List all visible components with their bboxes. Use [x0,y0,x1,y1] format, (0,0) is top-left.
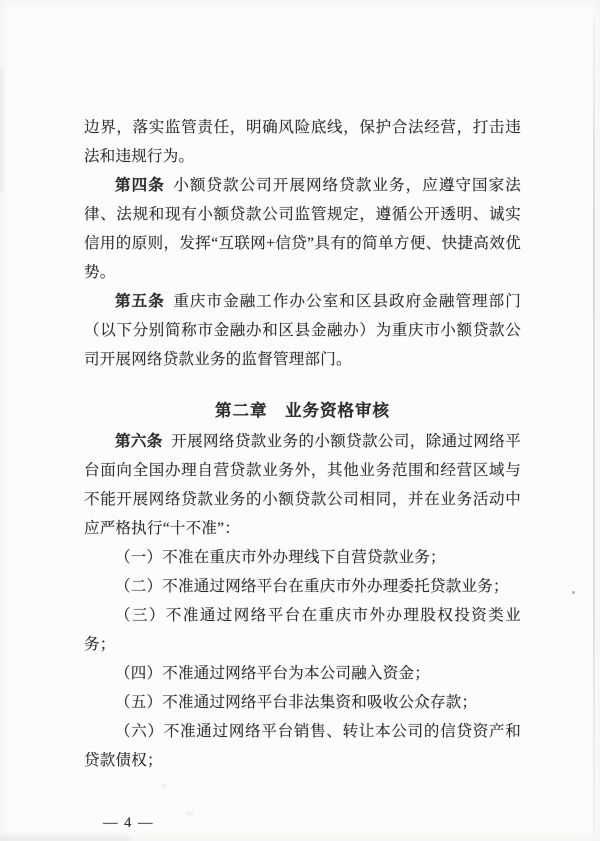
prohibition-item-1: （一）不准在重庆市外办理线下自营贷款业务； [115,549,446,566]
article-4-paragraph [84,171,521,287]
chapter-heading: 第二章 业务资格审核 [215,401,390,420]
scan-speck [186,812,194,815]
prohibition-item-3: （三）不准通过网络平台在重庆市外办理股权投资类业务； [84,607,521,653]
article-5-label: 第五条 [115,293,165,310]
document-text-block [84,113,521,838]
scan-speck [161,784,166,787]
right-edge-scan-line [593,18,595,833]
prohibition-item-2: （二）不准通过网络平台在重庆市外办理委托贷款业务； [115,578,509,595]
bottom-edge-scan-shadow [0,836,130,841]
prohibition-item-6: （六）不准通过网络平台销售、转让本公司的信贷资产和贷款债权； [84,723,521,769]
continuation-paragraph: 边界，落实监管责任，明确风险底线，保护合法经营，打击违法和违规行为。 [84,119,521,165]
article-6-label: 第六条 [115,433,163,450]
article-5-paragraph [84,287,521,374]
article-5-text: 重庆市金融工作办公室和区县政府金融管理部门（以下分别简称市金融办和区县金融办）为重庆市小额贷款公司开展网络贷款业务的监督管理部门。 [84,293,521,368]
prohibition-item-5: （五）不准通过网络平台非法集资和吸收公众存款； [115,694,478,711]
article-4-text: 小额贷款公司开展网络贷款业务，应遵守国家法律、法规和现有小额贷款公司监管规定，遵循公开透明、诚实信用的原则，发挥“互联网+信贷”具有的简单方便、快捷高效优势。 [84,177,521,281]
prohibition-item-4: （四）不准通过网络平台为本公司融入资金； [115,665,431,682]
article-4-label: 第四条 [115,177,165,194]
page-number: — 4 — [103,815,154,831]
left-edge-scan-shadow [0,68,3,193]
article-6-paragraph [84,427,521,543]
scan-speck [572,591,575,594]
article-6-text: 开展网络贷款业务的小额贷款公司，除通过网络平台面向全国办理自营贷款业务外，其他业务范围和经营区域与不能开展网络贷款业务的小额贷款公司相同，并在业务活动中应严格执行“十不准”： [84,433,521,537]
